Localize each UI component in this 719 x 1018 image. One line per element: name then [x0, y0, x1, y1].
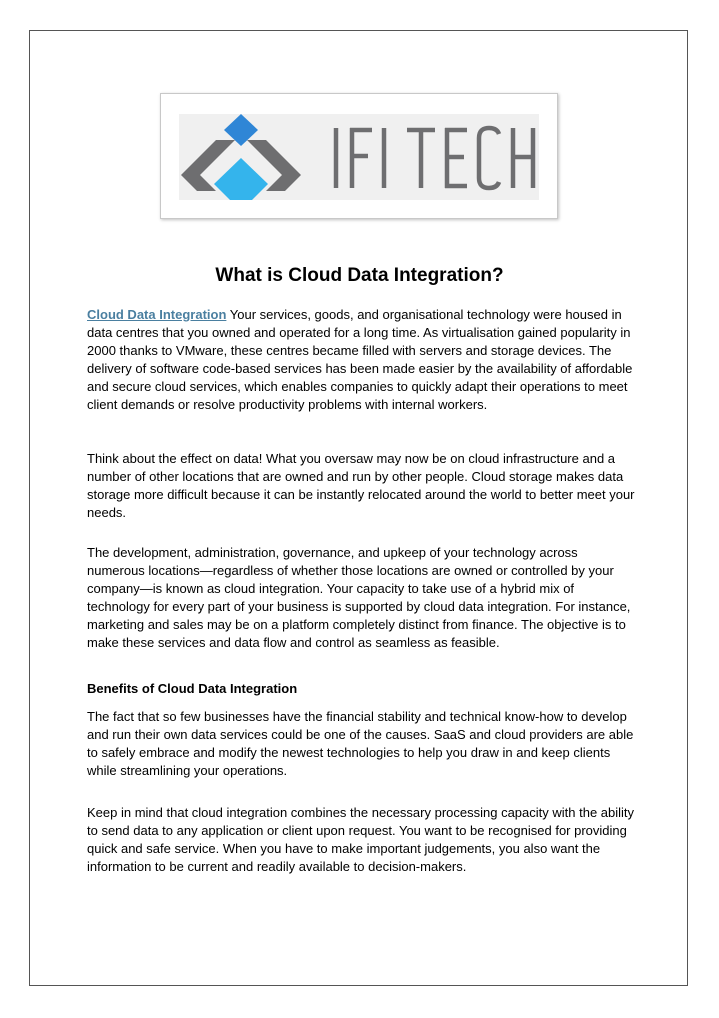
benefits-paragraph-1: The fact that so few businesses have the financial stability and technical know-how to develop and run their own data services could be one of the causes. SaaS and cloud providers are able to safely embrace and modify the newest technologies to help you draw in and keep clients while streamlining your operations. — [87, 709, 634, 778]
cloud-integration-paragraph: The development, administration, governance, and upkeep of your technology across numerous locations—regardless of whether those locations are owned or controlled by your company—is known as cloud integration. Your capacity to take use of a hybrid mix of technology for every part of your business is supported by cloud data integration. For instance, marketing and sales may be on a platform completely distinct from finance. The objective is to make these services and data flow and control as seamless as feasible. — [87, 545, 631, 650]
benefits-heading: Benefits of Cloud Data Integration — [87, 681, 298, 696]
logo-frame — [160, 93, 558, 219]
company-logo — [179, 114, 539, 200]
intro-paragraph — [87, 306, 637, 414]
cloud-data-integration-link[interactable]: Cloud Data Integration — [87, 307, 227, 322]
document-page — [29, 30, 688, 986]
intro-text: Your services, goods, and organisational technology were housed in data centres that you owned and operated for a long time. As virtualisation gained popularity in 2000 thanks to VMware, these centres became filled with servers and storage devices. The delivery of software code-based services has been made easier by the availability of affordable and secure cloud services, which enables companies to quickly adapt their operations to meet client demands or resolve productivity problems with internal workers. — [87, 307, 633, 412]
benefits-paragraph-2: Keep in mind that cloud integration combines the necessary processing capacity with the ability to send data to any application or client upon request. You want to be recognised for providing quick and safe service. When you have to make important judgements, you also want the information to be current and readily available to decision-makers. — [87, 805, 635, 874]
data-effect-paragraph: Think about the effect on data! What you oversaw may now be on cloud infrastructure and a number of other locations that are owned and run by other people. Cloud storage makes data storage more difficult because it can be instantly relocated around the world to better meet your needs. — [87, 451, 635, 520]
ifi-tech-logo-graphic — [179, 114, 539, 200]
page-title: What is Cloud Data Integration? — [215, 265, 504, 286]
